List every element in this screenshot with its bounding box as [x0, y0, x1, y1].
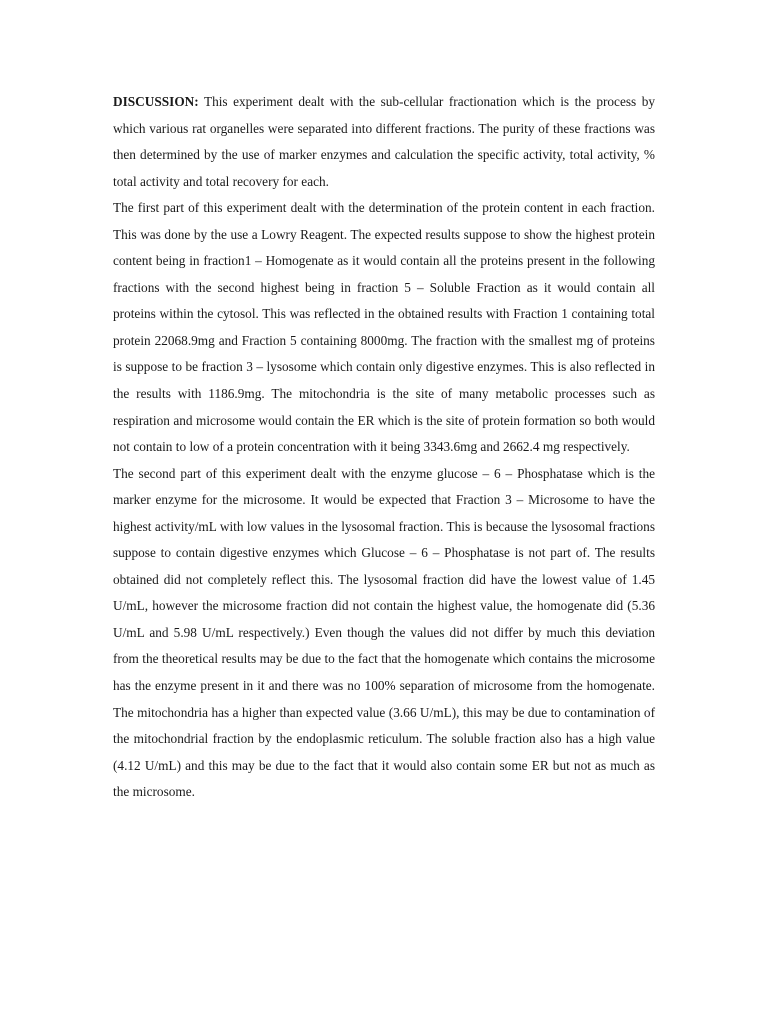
- discussion-section: [113, 89, 655, 806]
- discussion-heading: DISCUSSION:: [113, 94, 199, 109]
- paragraph-text: This experiment dealt with the sub-cellular fractionation which is the process by which various rat organelles were separated into different fractions. The purity of these fractions was then determined by the use of marker enzymes and calculation the specific activity, total activity, % total activity and total recovery for each.: [113, 94, 655, 189]
- paragraph-discussion-intro: [113, 89, 655, 195]
- paragraph-glucose-phosphatase: The second part of this experiment dealt with the enzyme glucose – 6 – Phosphatase which is the marker enzyme for the microsome. It would be expected that Fraction 3 – Microsome to have the highest activity/mL with low values in the lysosomal fraction. This is because the lysosomal fractions suppose to contain digestive enzymes which Glucose – 6 – Phosphatase is not part of. The results obtained did not completely reflect this. The lysosomal fraction did have the lowest value of 1.45 U/mL, however the microsome fraction did not contain the highest value, the homogenate did (5.36 U/mL and 5.98 U/mL respectively.) Even though the values did not differ by much this deviation from the theoretical results may be due to the fact that the homogenate which contains the microsome has the enzyme present in it and there was no 100% separation of microsome from the homogenate. The mitochondria has a higher than expected value (3.66 U/mL), this may be due to contamination of the mitochondrial fraction by the endoplasmic reticulum. The soluble fraction also has a high value (4.12 U/mL) and this may be due to the fact that it would also contain some ER but not as much as the microsome.: [113, 465, 655, 800]
- paragraph-protein-content: The first part of this experiment dealt with the determination of the protein content in each fraction. This was done by the use a Lowry Reagent. The expected results suppose to show the highest protein content being in fraction1 – Homogenate as it would contain all the proteins present in the following fractions with the second highest being in fraction 5 – Soluble Fraction as it would contain all proteins within the cytosol. This was reflected in the obtained results with Fraction 1 containing total protein 22068.9mg and Fraction 5 containing 8000mg. The fraction with the smallest mg of proteins is suppose to be fraction 3 – lysosome which contain only digestive enzymes. This is also reflected in the results with 1186.9mg. The mitochondria is the site of many metabolic processes such as respiration and microsome would contain the ER which is the site of protein formation so both would not contain to low of a protein concentration with it being 3343.6mg and 2662.4 mg respectively.: [113, 200, 655, 455]
